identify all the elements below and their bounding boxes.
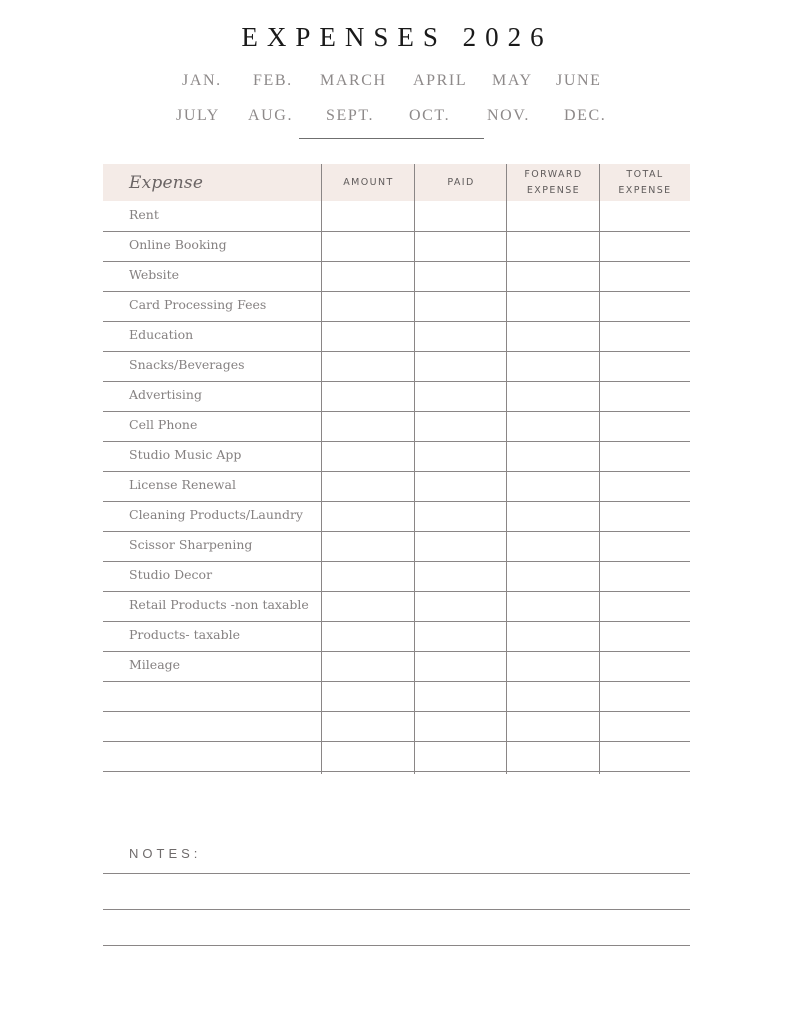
- row-label: Education: [129, 327, 194, 342]
- header-forward-line1: FORWARD: [524, 168, 583, 180]
- header-total-line2: EXPENSE: [618, 184, 672, 196]
- row-label: Cell Phone: [129, 417, 198, 432]
- header-amount: AMOUNT: [343, 176, 394, 188]
- month-sept[interactable]: SEPT.: [326, 107, 375, 124]
- row-label: Mileage: [129, 657, 181, 672]
- row-label: Rent: [129, 207, 159, 222]
- notes-line[interactable]: [103, 873, 690, 874]
- month-aug[interactable]: AUG.: [248, 107, 294, 124]
- notes-line[interactable]: [103, 945, 690, 946]
- row-label: License Renewal: [129, 477, 236, 492]
- table-row[interactable]: [103, 502, 690, 532]
- row-label: Online Booking: [129, 237, 227, 252]
- table-row[interactable]: [103, 202, 690, 232]
- row-label: Scissor Sharpening: [129, 537, 253, 552]
- row-label: Cleaning Products/Laundry: [129, 507, 303, 522]
- table-row[interactable]: [103, 412, 690, 442]
- month-jan[interactable]: JAN.: [182, 72, 222, 89]
- header-total-expense: [600, 164, 690, 201]
- table-row[interactable]: [103, 352, 690, 382]
- month-nov[interactable]: NOV.: [487, 107, 531, 124]
- month-july[interactable]: JULY: [176, 107, 220, 124]
- month-dec[interactable]: DEC.: [564, 107, 607, 124]
- table-header: [103, 164, 690, 201]
- header-paid: PAID: [447, 176, 475, 188]
- month-june[interactable]: JUNE: [556, 72, 602, 89]
- row-label: Advertising: [129, 387, 202, 402]
- table-row[interactable]: [103, 472, 690, 502]
- month-feb[interactable]: FEB.: [253, 72, 293, 89]
- month-march[interactable]: MARCH: [320, 72, 387, 89]
- header-total-line1: TOTAL: [626, 168, 664, 180]
- header-forward-expense: [507, 164, 600, 201]
- header-expense: Expense: [129, 172, 204, 193]
- row-label: Retail Products -non taxable: [129, 597, 309, 612]
- header-forward-line2: EXPENSE: [526, 184, 581, 196]
- table-row[interactable]: [103, 442, 690, 472]
- row-label: Products- taxable: [129, 627, 240, 642]
- table-row[interactable]: [103, 262, 690, 292]
- page-title: EXPENSES 2026: [241, 22, 553, 52]
- table-row[interactable]: [103, 622, 690, 652]
- notes-line[interactable]: [103, 909, 690, 910]
- table-row[interactable]: [103, 652, 690, 682]
- row-label: Studio Decor: [129, 567, 213, 582]
- table-row[interactable]: [103, 682, 690, 712]
- month-underline: [299, 138, 484, 139]
- row-label: Card Processing Fees: [129, 297, 267, 312]
- row-label: Snacks/Beverages: [129, 357, 245, 372]
- table-row[interactable]: [103, 712, 690, 742]
- table-row[interactable]: [103, 562, 690, 592]
- table-row[interactable]: [103, 382, 690, 412]
- table-row[interactable]: [103, 532, 690, 562]
- table-row[interactable]: [103, 592, 690, 622]
- table-row[interactable]: [103, 292, 690, 322]
- row-label: Website: [129, 267, 180, 282]
- table-row[interactable]: [103, 322, 690, 352]
- month-oct[interactable]: OCT.: [409, 107, 451, 124]
- month-may[interactable]: MAY: [492, 72, 533, 89]
- notes-label: NOTES:: [129, 846, 202, 861]
- month-april[interactable]: APRIL: [413, 72, 468, 89]
- table-row[interactable]: [103, 232, 690, 262]
- table-row[interactable]: [103, 742, 690, 772]
- row-label: Studio Music App: [129, 447, 242, 462]
